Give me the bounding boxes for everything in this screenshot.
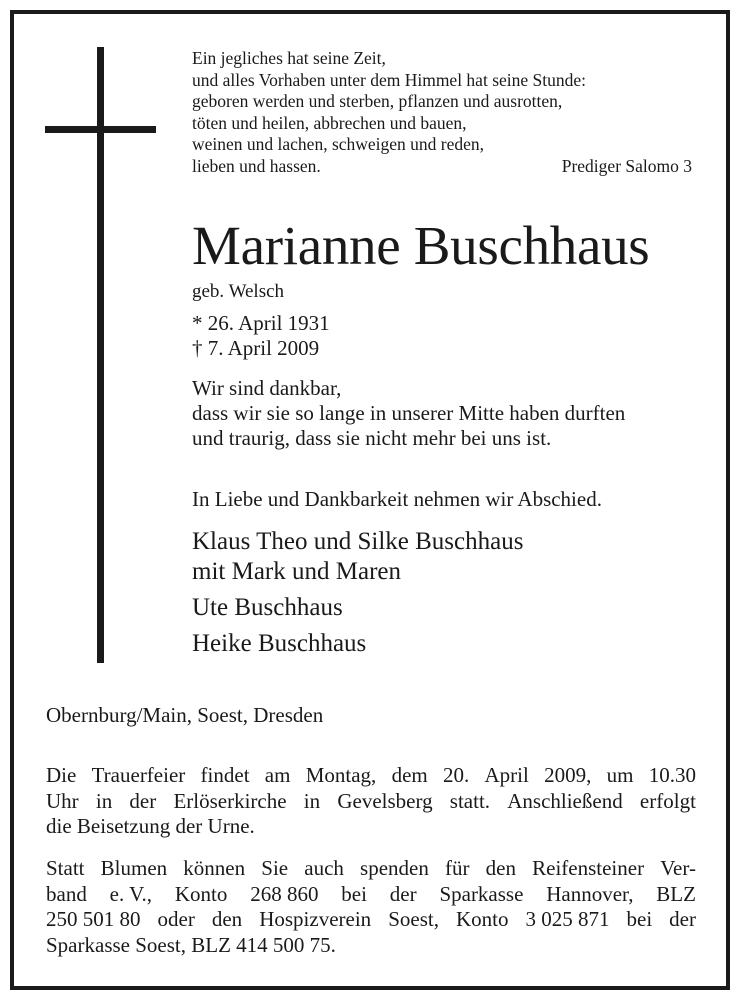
word: bei (626, 907, 653, 931)
cross-icon-vertical-bar (97, 47, 104, 663)
mourner-name: mit Mark und Maren (192, 558, 401, 585)
word: am (264, 763, 291, 787)
word: 268 860 (250, 881, 319, 906)
word: statt. (449, 788, 491, 813)
mourner-name: Klaus Theo und Silke Buschhaus (192, 528, 524, 555)
mourner-name: Heike Buschhaus (192, 630, 367, 657)
donation-line (46, 907, 696, 933)
funeral-line: die Beisetzung der Urne. (46, 814, 255, 838)
word: bei (341, 881, 367, 906)
word: auch (304, 856, 344, 880)
word: der (669, 907, 696, 931)
word: in (303, 788, 321, 813)
gratitude-line: dass wir sie so lange in unserer Mitte haben durften (192, 401, 626, 425)
word: Trauerfeier (91, 763, 186, 787)
verse-line: weinen und lachen, schweigen und reden, (192, 134, 485, 154)
verse-source: Prediger Salomo 3 (561, 155, 692, 176)
verse-line: geboren werden und sterben, pflanzen und ausrotten, (192, 91, 563, 111)
donation-line: Sparkasse Soest, BLZ 414 500 75. (46, 932, 336, 957)
word: Gevelsberg (337, 788, 433, 813)
deceased-name: Marianne Buschhaus (192, 215, 650, 276)
birth-name: geb. Welsch (192, 281, 285, 302)
donation-line (46, 856, 696, 882)
word: Statt (46, 856, 85, 880)
word: Erlöserkirche (173, 788, 287, 813)
word: können (183, 856, 246, 880)
word: Konto (455, 907, 509, 931)
word: 10.30 (648, 763, 696, 787)
life-dates (192, 311, 330, 361)
mourner-name: Ute Buschhaus (192, 594, 343, 621)
word: April (484, 763, 529, 787)
birth-date: * 26. April 1931 (192, 311, 330, 335)
word: Sie (261, 856, 289, 880)
verse-line: töten und heilen, abbrechen und bauen, (192, 112, 467, 133)
gratitude-line: Wir sind dankbar, (192, 376, 342, 400)
word: in (95, 788, 113, 813)
word: Blumen (100, 856, 168, 880)
word: 2009, (544, 763, 592, 787)
gratitude-line: und traurig, dass sie nicht mehr bei uns ist. (192, 426, 552, 450)
word: Konto (174, 881, 228, 906)
word: Anschließend (507, 788, 623, 813)
verse-line: und alles Vorhaben unter dem Himmel hat seine Stunde: (192, 69, 586, 90)
word: Hospizverein (259, 907, 372, 931)
word: der (389, 881, 417, 906)
funeral-line (46, 789, 696, 815)
word: oder (157, 907, 195, 931)
funeral-line (46, 763, 696, 789)
gratitude-text (192, 376, 625, 451)
word: für (445, 856, 470, 880)
bible-verse (192, 48, 692, 177)
word: um (606, 763, 634, 787)
funeral-info (46, 763, 696, 840)
farewell-text: In Liebe und Dankbarkeit nehmen wir Abschied. (192, 487, 602, 511)
word: Sparkasse (439, 881, 524, 906)
word: den (485, 856, 516, 880)
word: Reifensteiner (532, 856, 645, 880)
word: Uhr (46, 788, 79, 813)
donation-line (46, 882, 696, 908)
word: findet (200, 763, 250, 787)
word: den (211, 907, 243, 931)
word: erfolgt (639, 788, 696, 813)
verse-line: lieben und hassen. (192, 155, 321, 176)
word: Soest, (388, 907, 439, 931)
word: band (46, 881, 87, 906)
word: 20. (442, 763, 470, 787)
word: e. V., (109, 881, 153, 906)
cross-icon-horizontal-bar (45, 126, 156, 133)
word: 3 025 871 (525, 907, 610, 931)
word: dem (391, 763, 428, 787)
word: spenden (360, 856, 429, 880)
word: Die (46, 763, 77, 787)
word: der (129, 788, 157, 813)
word: Montag, (305, 763, 377, 787)
verse-last-line (192, 156, 692, 178)
word: BLZ (656, 881, 696, 906)
word: 250 501 80 (46, 907, 141, 931)
locations: Obernburg/Main, Soest, Dresden (46, 703, 324, 727)
death-date: † 7. April 2009 (192, 336, 320, 360)
verse-line: Ein jegliches hat seine Zeit, (192, 48, 386, 68)
donation-info (46, 856, 696, 958)
word: Hannover, (546, 881, 634, 906)
word: Ver- (660, 856, 696, 880)
